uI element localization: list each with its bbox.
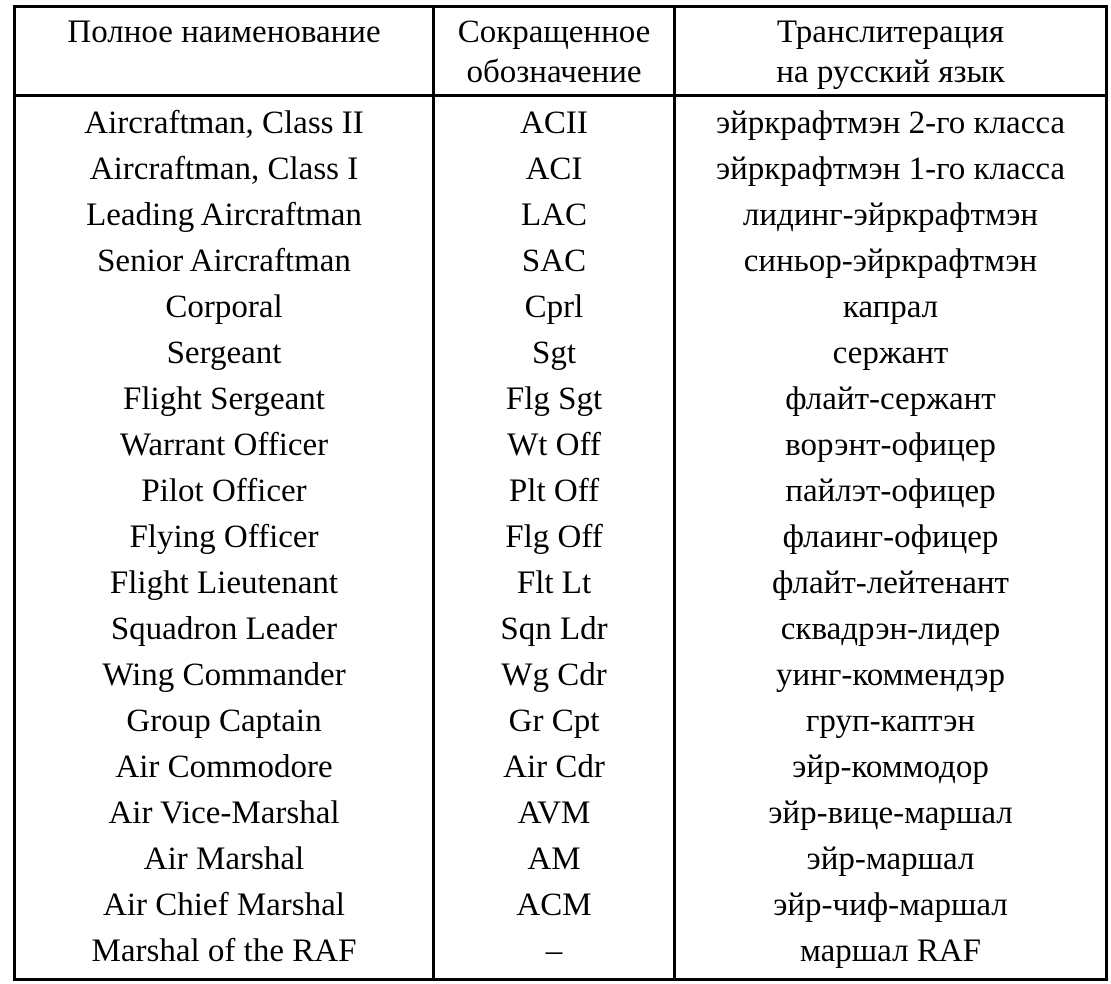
cell-abbreviation: Cprl <box>434 284 675 330</box>
table-row <box>15 330 1107 376</box>
cell-abbreviation: Plt Off <box>434 468 675 514</box>
header-transliteration <box>675 7 1107 96</box>
cell-transliteration: флаинг-офицер <box>675 514 1107 560</box>
cell-full-name: Flight Sergeant <box>15 376 434 422</box>
cell-full-name: Senior Aircraftman <box>15 238 434 284</box>
cell-abbreviation: Wg Cdr <box>434 652 675 698</box>
cell-full-name: Marshal of the RAF <box>15 928 434 980</box>
cell-abbreviation: AVM <box>434 790 675 836</box>
cell-transliteration: эйркрафтмэн 1-го класса <box>675 146 1107 192</box>
table-row <box>15 928 1107 980</box>
cell-abbreviation: SAC <box>434 238 675 284</box>
cell-full-name: Aircraftman, Class II <box>15 96 434 147</box>
raf-ranks-table <box>13 5 1108 981</box>
header-transliteration-line2: на русский язык <box>776 54 1005 90</box>
cell-abbreviation: Sqn Ldr <box>434 606 675 652</box>
cell-full-name: Flight Lieutenant <box>15 560 434 606</box>
header-abbreviation-line1: Сокращенное <box>457 14 651 50</box>
cell-full-name: Warrant Officer <box>15 422 434 468</box>
table-row <box>15 836 1107 882</box>
table-row <box>15 192 1107 238</box>
cell-abbreviation: ACM <box>434 882 675 928</box>
table-row <box>15 514 1107 560</box>
cell-full-name: Squadron Leader <box>15 606 434 652</box>
cell-abbreviation: Air Cdr <box>434 744 675 790</box>
table-row <box>15 698 1107 744</box>
cell-full-name: Air Marshal <box>15 836 434 882</box>
table-row <box>15 468 1107 514</box>
cell-full-name: Wing Commander <box>15 652 434 698</box>
cell-full-name: Pilot Officer <box>15 468 434 514</box>
cell-abbreviation: ACII <box>434 96 675 147</box>
header-full-name-text: Полное наименование <box>67 14 381 50</box>
header-abbreviation <box>434 7 675 96</box>
cell-abbreviation: Flg Sgt <box>434 376 675 422</box>
cell-transliteration: флайт-сержант <box>675 376 1107 422</box>
cell-abbreviation: LAC <box>434 192 675 238</box>
cell-transliteration: лидинг-эйркрафтмэн <box>675 192 1107 238</box>
header-abbreviation-line2: обозначение <box>466 54 642 90</box>
cell-transliteration: капрал <box>675 284 1107 330</box>
cell-transliteration: сержант <box>675 330 1107 376</box>
cell-transliteration: эйркрафтмэн 2-го класса <box>675 96 1107 147</box>
cell-full-name: Leading Aircraftman <box>15 192 434 238</box>
table-body <box>15 96 1107 980</box>
cell-transliteration: эйр-коммодор <box>675 744 1107 790</box>
cell-transliteration: эйр-вице-маршал <box>675 790 1107 836</box>
table-row <box>15 96 1107 147</box>
table-header <box>15 7 1107 96</box>
table-row <box>15 376 1107 422</box>
header-transliteration-line1: Транслитерация <box>776 14 1005 50</box>
table-row <box>15 606 1107 652</box>
cell-full-name: Sergeant <box>15 330 434 376</box>
cell-abbreviation: Sgt <box>434 330 675 376</box>
cell-transliteration: груп-каптэн <box>675 698 1107 744</box>
cell-transliteration: маршал RAF <box>675 928 1107 980</box>
cell-abbreviation: AM <box>434 836 675 882</box>
table-row <box>15 146 1107 192</box>
table-row <box>15 560 1107 606</box>
cell-full-name: Aircraftman, Class I <box>15 146 434 192</box>
cell-abbreviation: ACI <box>434 146 675 192</box>
cell-transliteration: флайт-лейтенант <box>675 560 1107 606</box>
table-row <box>15 284 1107 330</box>
table-row <box>15 422 1107 468</box>
cell-transliteration: сквадрэн-лидер <box>675 606 1107 652</box>
cell-abbreviation: Gr Cpt <box>434 698 675 744</box>
cell-transliteration: уинг-коммендэр <box>675 652 1107 698</box>
cell-full-name: Air Commodore <box>15 744 434 790</box>
header-row <box>15 7 1107 96</box>
cell-transliteration: эйр-маршал <box>675 836 1107 882</box>
cell-transliteration: ворэнт-офицер <box>675 422 1107 468</box>
cell-full-name: Flying Officer <box>15 514 434 560</box>
cell-abbreviation: – <box>434 928 675 980</box>
table-row <box>15 882 1107 928</box>
table-row <box>15 744 1107 790</box>
header-full-name <box>15 7 434 96</box>
cell-abbreviation: Flt Lt <box>434 560 675 606</box>
cell-full-name: Corporal <box>15 284 434 330</box>
cell-full-name: Air Chief Marshal <box>15 882 434 928</box>
cell-full-name: Air Vice-Marshal <box>15 790 434 836</box>
table-row <box>15 652 1107 698</box>
cell-abbreviation: Wt Off <box>434 422 675 468</box>
cell-transliteration: пайлэт-офицер <box>675 468 1107 514</box>
table-row <box>15 238 1107 284</box>
cell-transliteration: эйр-чиф-маршал <box>675 882 1107 928</box>
table-row <box>15 790 1107 836</box>
cell-full-name: Group Captain <box>15 698 434 744</box>
cell-abbreviation: Flg Off <box>434 514 675 560</box>
cell-transliteration: синьор-эйркрафтмэн <box>675 238 1107 284</box>
